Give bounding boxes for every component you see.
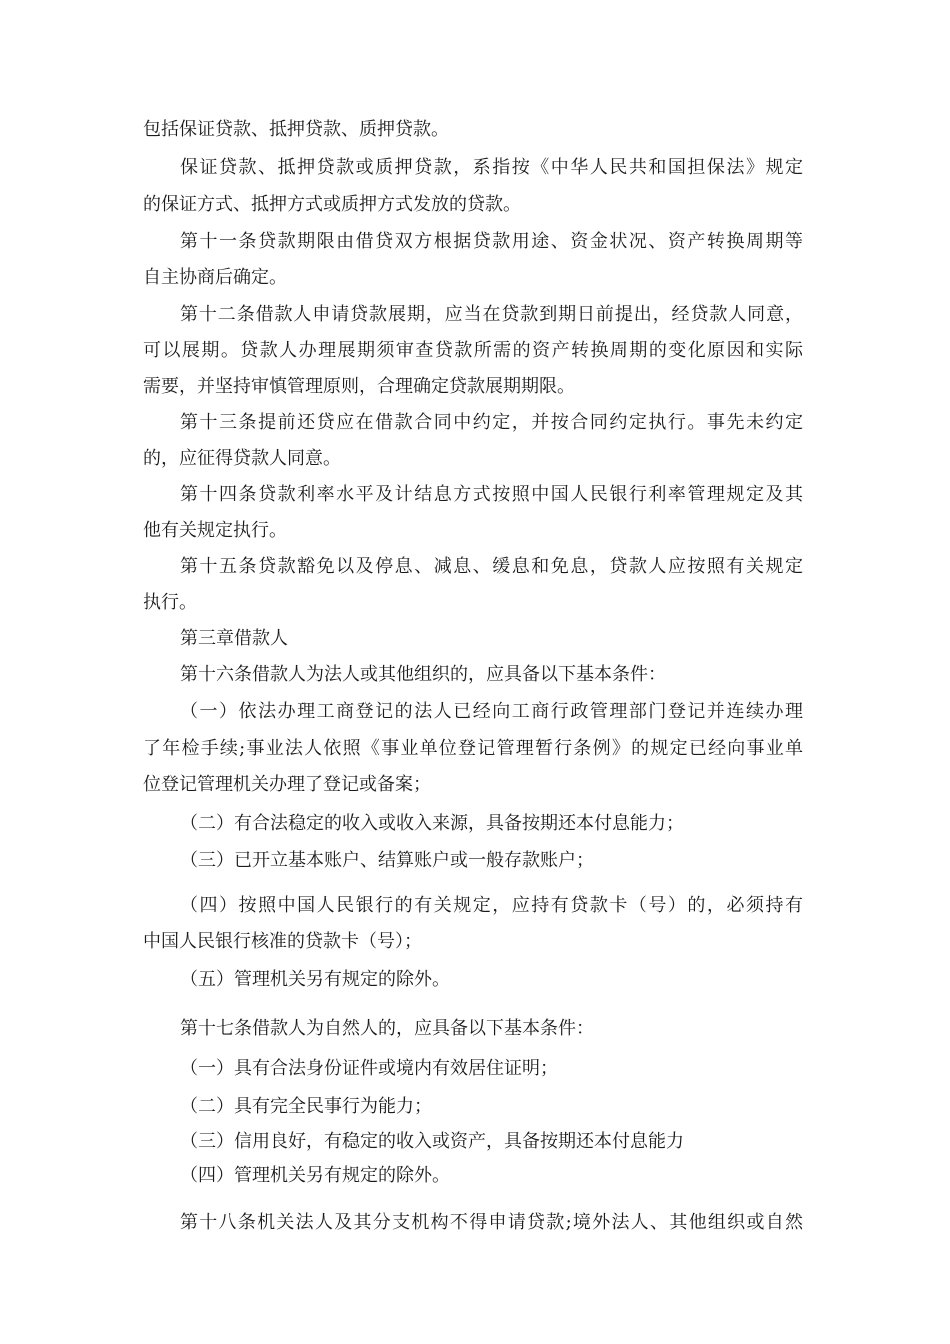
text-line: 第十六条借款人为法人或其他组织的，应具备以下基本条件：: [180, 664, 666, 685]
list-item: （四）按照中国人民银行的有关规定，应持有贷款卡（号）的，必须持有: [180, 895, 803, 916]
text-line: 保证贷款、抵押贷款或质押贷款，系指按《中华人民共和国担保法》规定: [180, 157, 803, 178]
text-line: 位登记管理机关办理了登记或备案；: [143, 774, 431, 795]
list-item: （五）管理机关另有规定的除外。: [180, 969, 450, 990]
chapter-heading: 第三章借款人: [180, 628, 288, 649]
text-line: 第十四条贷款利率水平及计结息方式按照中国人民银行利率管理规定及其: [180, 484, 803, 505]
list-item: （二）具有完全民事行为能力；: [180, 1096, 432, 1117]
text-line: 可以展期。贷款人办理展期须审查贷款所需的资产转换周期的变化原因和实际: [143, 340, 803, 361]
text-line: 需要，并坚持审慎管理原则，合理确定贷款展期期限。: [143, 376, 575, 397]
list-item: （一）依法办理工商登记的法人已经向工商行政管理部门登记并连续办理: [180, 701, 803, 722]
text-line: 自主协商后确定。: [143, 267, 287, 288]
text-line: 第十一条贷款期限由借贷双方根据贷款用途、资金状况、资产转换周期等: [180, 231, 803, 252]
list-item: （四）管理机关另有规定的除外。: [180, 1165, 450, 1186]
text-line: 的保证方式、抵押方式或质押方式发放的贷款。: [143, 194, 521, 215]
list-item: （一）具有合法身份证件或境内有效居住证明；: [180, 1058, 558, 1079]
text-line: 第十五条贷款豁免以及停息、减息、缓息和免息，贷款人应按照有关规定: [180, 556, 803, 577]
text-line: 第十三条提前还贷应在借款合同中约定，并按合同约定执行。事先未约定: [180, 412, 803, 433]
list-item: （三）已开立基本账户、结算账户或一般存款账户；: [180, 850, 594, 871]
list-item: （二）有合法稳定的收入或收入来源，具备按期还本付息能力；: [180, 813, 684, 834]
text-line: 了年检手续;事业法人依照《事业单位登记管理暂行条例》的规定已经向事业单: [143, 738, 803, 759]
text-line: 第十二条借款人申请贷款展期，应当在贷款到期日前提出，经贷款人同意，: [180, 304, 803, 325]
list-item: （三）信用良好，有稳定的收入或资产，具备按期还本付息能力: [180, 1131, 684, 1152]
text-line: 执行。: [143, 592, 197, 613]
text-line: 他有关规定执行。: [143, 520, 287, 541]
text-line: 的，应征得贷款人同意。: [143, 448, 341, 469]
text-line: 中国人民银行核准的贷款卡（号）；: [143, 931, 422, 952]
text-line: 第十八条机关法人及其分支机构不得申请贷款;境外法人、其他组织或自然: [180, 1212, 803, 1233]
text-line: 包括保证贷款、抵押贷款、质押贷款。: [143, 119, 449, 140]
text-line: 第十七条借款人为自然人的，应具备以下基本条件：: [180, 1018, 594, 1039]
